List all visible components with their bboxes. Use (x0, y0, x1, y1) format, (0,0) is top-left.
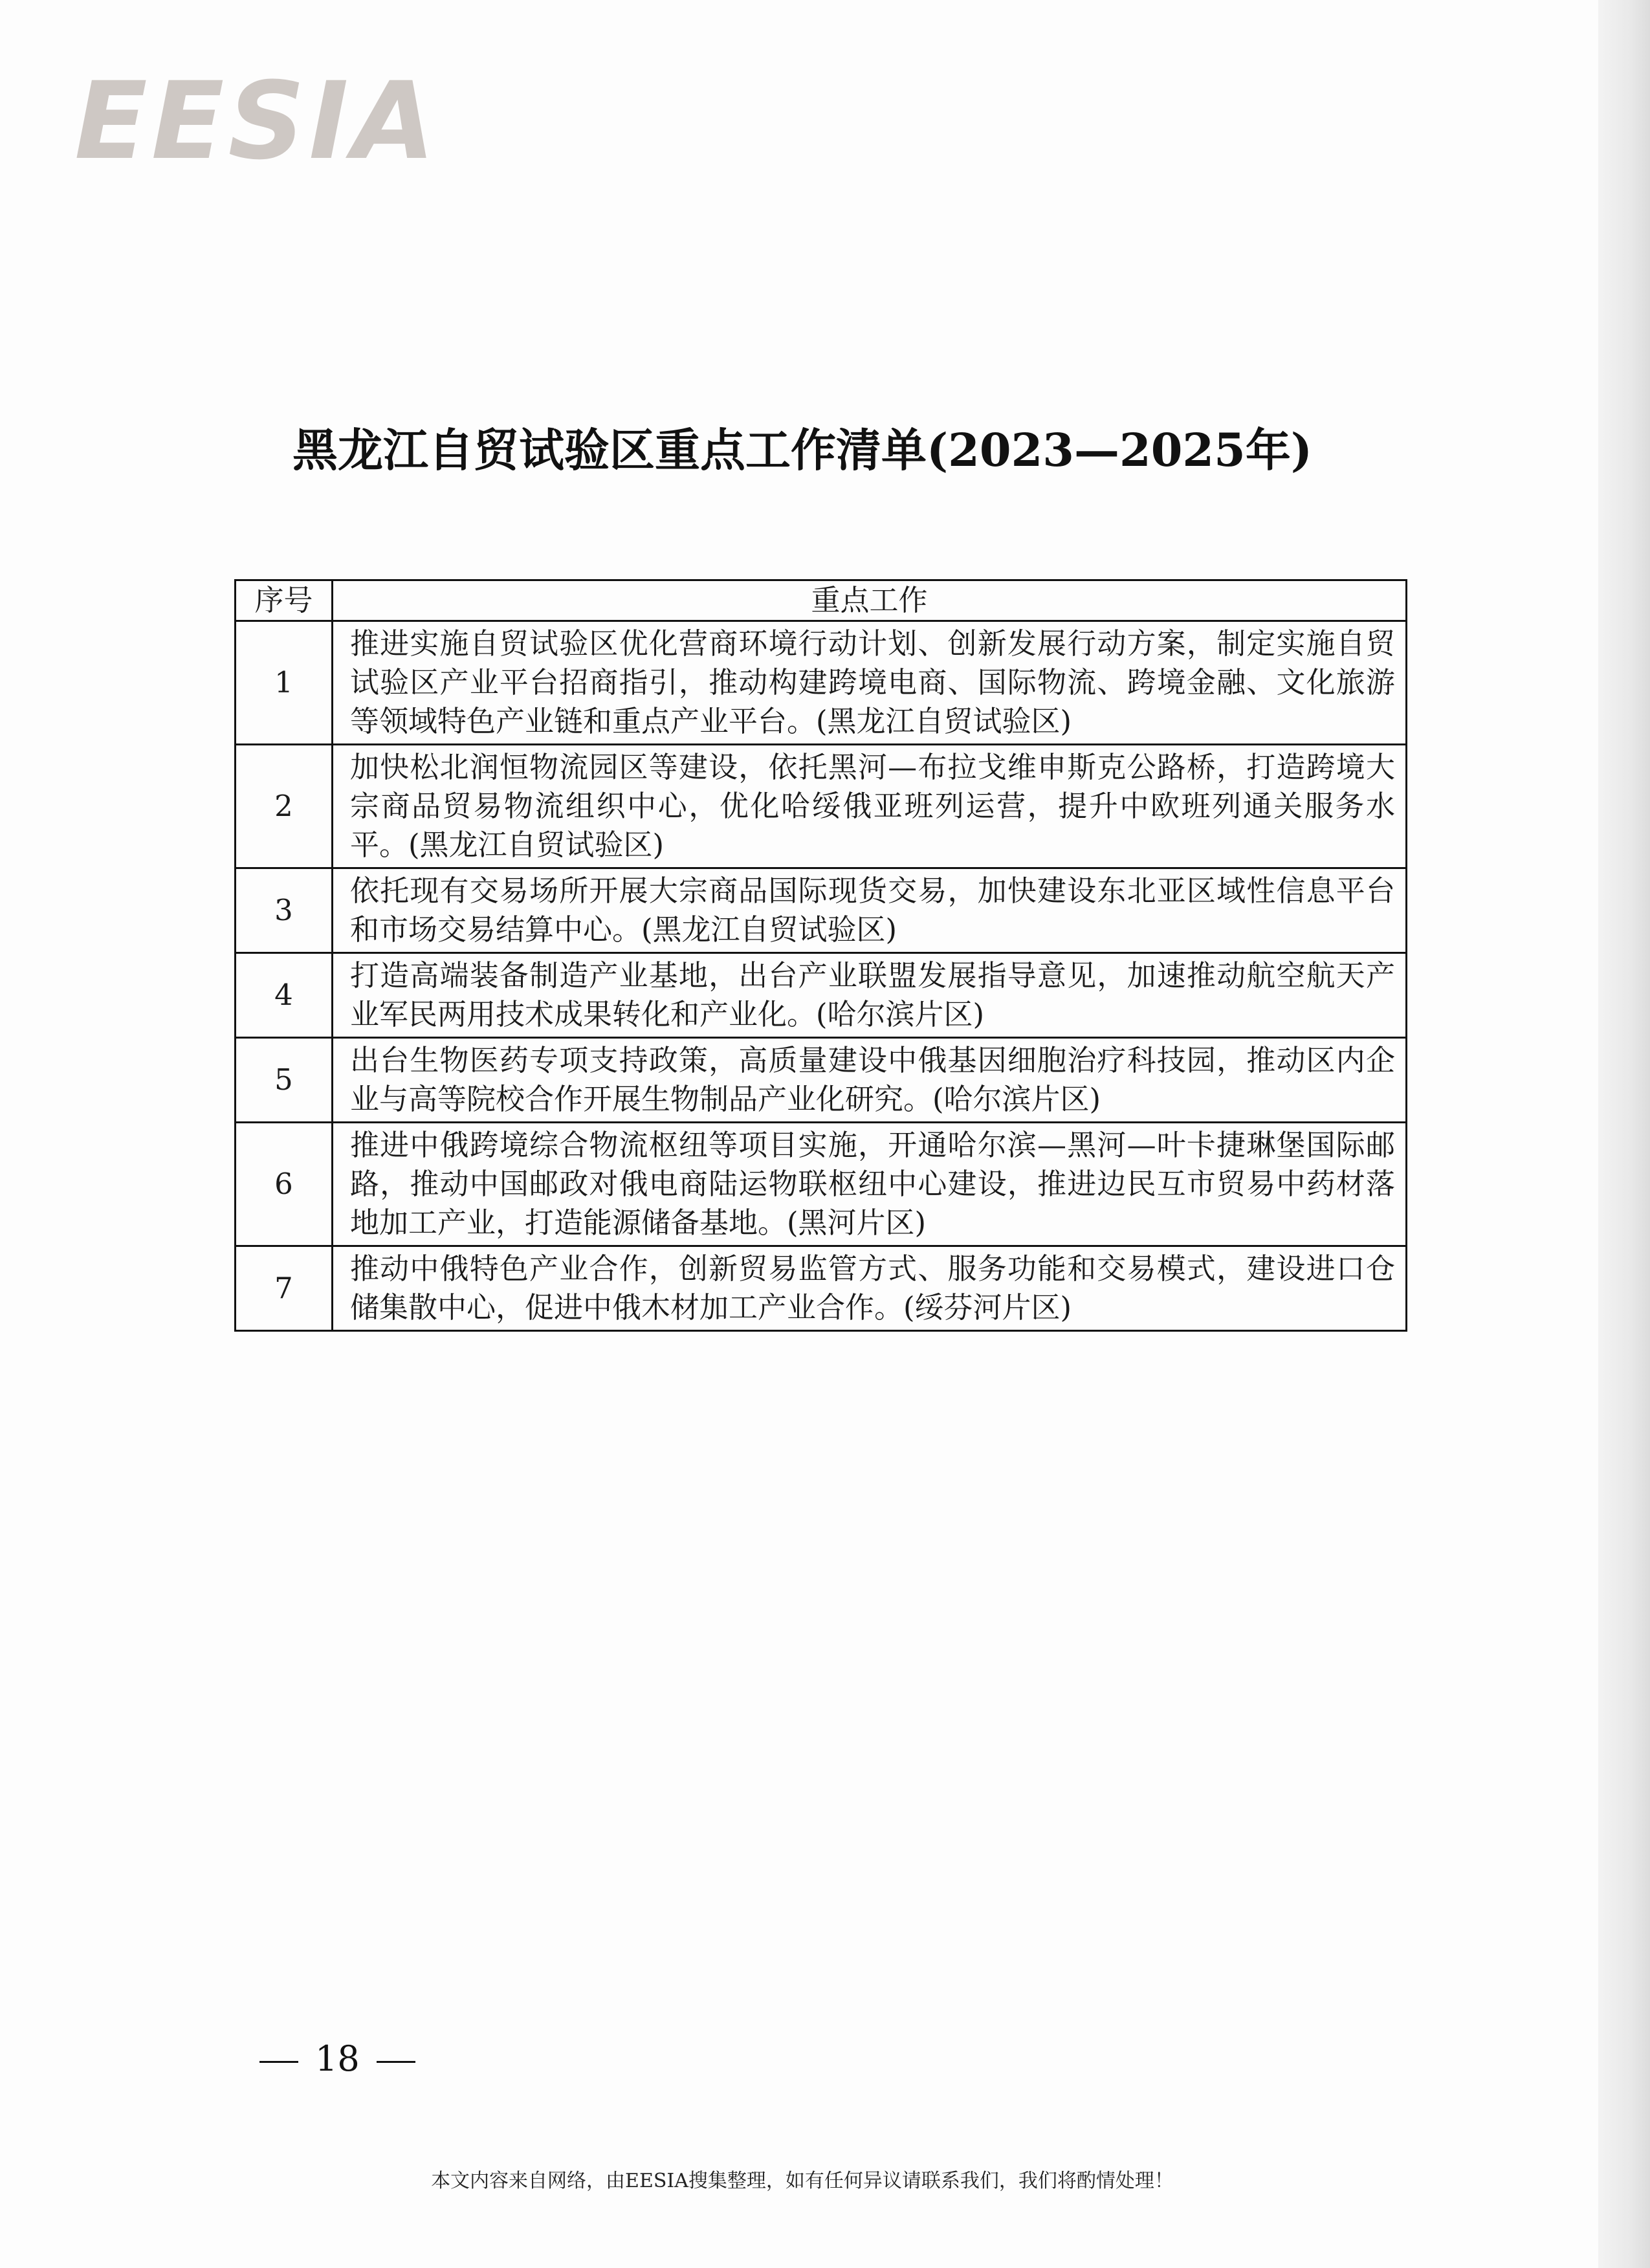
table-row (236, 745, 1407, 868)
table-row (236, 1123, 1407, 1246)
table-row (236, 1038, 1407, 1123)
header-index: 序号 (236, 580, 333, 621)
row-text: 推进中俄跨境综合物流枢纽等项目实施，开通哈尔滨—黑河—叶卡捷琳堡国际邮路，推动中国邮政对俄电商陆运物联枢纽中心建设，推进边民互市贸易中药材落地加工产业，打造能源储备基地。(黑河片区) (333, 1123, 1407, 1246)
header-work: 重点工作 (333, 580, 1407, 621)
table-row (236, 1246, 1407, 1331)
row-text: 打造高端装备制造产业基地，出台产业联盟发展指导意见，加速推动航空航天产业军民两用技术成果转化和产业化。(哈尔滨片区) (333, 953, 1407, 1038)
dash-right (377, 2061, 415, 2063)
footer-note: 本文内容来自网络，由EESIA搜集整理，如有任何异议请联系我们，我们将酌情处理！ (431, 2170, 1174, 2192)
page-title: 黑龙江自贸试验区重点工作清单(2023—2025年) (292, 423, 1312, 477)
row-number: 4 (236, 953, 333, 1038)
row-text: 依托现有交易场所开展大宗商品国际现货交易，加快建设东北亚区域性信息平台和市场交易结算中心。(黑龙江自贸试验区) (333, 868, 1407, 953)
row-text: 推动中俄特色产业合作，创新贸易监管方式、服务功能和交易模式，建设进口仓储集散中心，促进中俄木材加工产业合作。(绥芬河片区) (333, 1246, 1407, 1331)
row-text: 加快松北润恒物流园区等建设，依托黑河—布拉戈维申斯克公路桥，打造跨境大宗商品贸易物流组织中心，优化哈绥俄亚班列运营，提升中欧班列通关服务水平。(黑龙江自贸试验区) (333, 745, 1407, 868)
row-text: 出台生物医药专项支持政策，高质量建设中俄基因细胞治疗科技园，推动区内企业与高等院校合作开展生物制品产业化研究。(哈尔滨片区) (333, 1038, 1407, 1123)
row-number: 2 (236, 745, 333, 868)
row-text: 推进实施自贸试验区优化营商环境行动计划、创新发展行动方案，制定实施自贸试验区产业平台招商指引，推动构建跨境电商、国际物流、跨境金融、文化旅游等领域特色产业链和重点产业平台。(黑龙江自贸试验区) (333, 621, 1407, 745)
work-list-table (234, 579, 1407, 1332)
table-row (236, 868, 1407, 953)
scan-edge (1598, 0, 1650, 2268)
table-header-row (236, 580, 1407, 621)
page-number-marker (243, 2038, 432, 2079)
row-number: 3 (236, 868, 333, 953)
dash-left (259, 2061, 298, 2063)
row-number: 5 (236, 1038, 333, 1123)
page-number: 18 (315, 2038, 360, 2079)
table-row (236, 953, 1407, 1038)
row-number: 1 (236, 621, 333, 745)
eesia-watermark-logo: EESIA (74, 59, 439, 183)
row-number: 6 (236, 1123, 333, 1246)
row-number: 7 (236, 1246, 333, 1331)
table-row (236, 621, 1407, 745)
